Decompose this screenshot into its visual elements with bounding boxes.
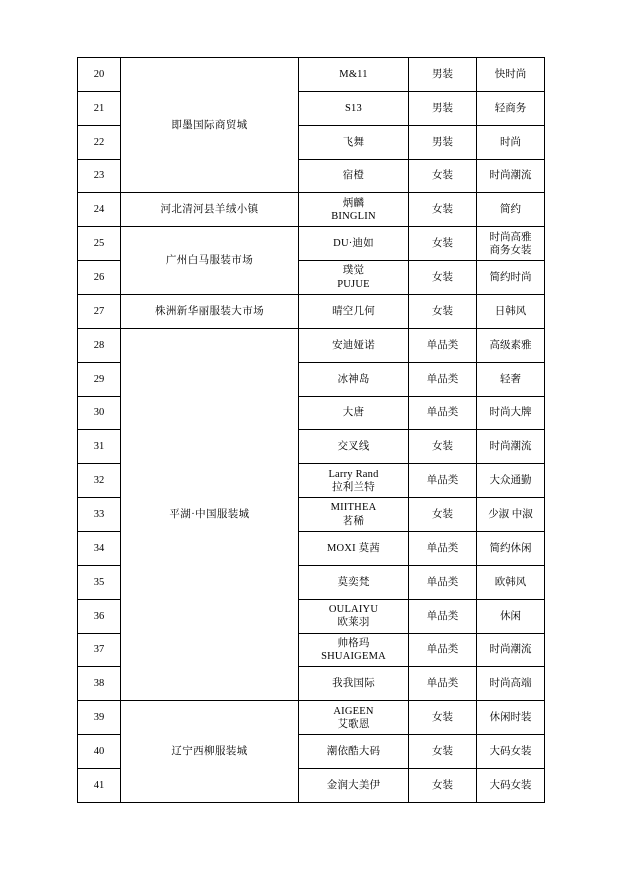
cell-brand-name (299, 125, 409, 159)
cell-style (477, 295, 545, 329)
table-row (78, 227, 545, 261)
brand-name-line-2: BINGLIN (331, 210, 376, 222)
cell-serial-number: 24 (78, 193, 121, 227)
cell-brand-name (299, 159, 409, 193)
cell-brand-name (299, 295, 409, 329)
style-line-1: 少淑 中淑 (488, 509, 533, 521)
brand-name-line-1: 我我国际 (332, 678, 375, 690)
cell-brand-name (299, 532, 409, 566)
style-line-1: 轻奢 (500, 373, 521, 385)
brand-name-line-1: 交叉线 (337, 441, 370, 453)
cell-style (477, 430, 545, 464)
cell-category: 单品类 (409, 362, 477, 396)
cell-style (477, 193, 545, 227)
cell-category: 男装 (409, 91, 477, 125)
cell-category: 女装 (409, 498, 477, 532)
cell-category: 单品类 (409, 565, 477, 599)
cell-style (477, 91, 545, 125)
brand-name-line-1: 大唐 (342, 407, 365, 419)
table-row (78, 701, 545, 735)
brand-list-table-wrapper (77, 57, 544, 803)
brand-name-line-1: 飞舞 (342, 136, 365, 148)
cell-category: 女装 (409, 227, 477, 261)
style-line-1: 时尚潮流 (489, 441, 532, 453)
brand-name-line-2: PUJUE (337, 278, 370, 290)
cell-category: 单品类 (409, 464, 477, 498)
cell-category: 单品类 (409, 532, 477, 566)
cell-serial-number: 23 (78, 159, 121, 193)
cell-serial-number: 27 (78, 295, 121, 329)
style-line-1: 时尚潮流 (489, 170, 532, 182)
brand-name-line-2: 艾歌恩 (337, 718, 370, 730)
brand-name-line-1: 炳麟 (342, 197, 365, 209)
cell-market-name: 广州白马服装市场 (121, 227, 299, 295)
style-line-1: 时尚高雅 (489, 231, 532, 243)
cell-category: 单品类 (409, 633, 477, 667)
brand-name-line-1: 莫奕梵 (337, 576, 370, 588)
table-row (78, 295, 545, 329)
cell-style (477, 261, 545, 295)
cell-category: 单品类 (409, 396, 477, 430)
cell-serial-number: 40 (78, 735, 121, 769)
cell-style (477, 735, 545, 769)
cell-serial-number: 29 (78, 362, 121, 396)
cell-serial-number: 22 (78, 125, 121, 159)
cell-category: 女装 (409, 159, 477, 193)
cell-serial-number: 25 (78, 227, 121, 261)
brand-name-line-1: 帅格玛 (337, 637, 370, 649)
cell-category: 女装 (409, 735, 477, 769)
cell-serial-number: 21 (78, 91, 121, 125)
brand-name-line-1: MIITHEA (330, 502, 377, 514)
cell-style (477, 464, 545, 498)
cell-style (477, 599, 545, 633)
cell-brand-name (299, 227, 409, 261)
cell-style (477, 633, 545, 667)
style-line-1: 日韩风 (494, 305, 527, 317)
cell-serial-number: 33 (78, 498, 121, 532)
cell-style (477, 396, 545, 430)
cell-market-name: 平湖·中国服装城 (121, 328, 299, 700)
cell-market-name: 河北清河县羊绒小镇 (121, 193, 299, 227)
brand-name-line-1: 璞觉 (342, 265, 365, 277)
style-line-1: 时尚大牌 (489, 407, 532, 419)
cell-style (477, 565, 545, 599)
cell-brand-name (299, 58, 409, 92)
cell-style (477, 769, 545, 803)
cell-style (477, 532, 545, 566)
cell-category: 女装 (409, 769, 477, 803)
style-line-1: 轻商务 (494, 102, 527, 114)
brand-name-line-1: 晴空几何 (332, 305, 375, 317)
cell-brand-name (299, 430, 409, 464)
cell-category: 女装 (409, 295, 477, 329)
cell-brand-name (299, 599, 409, 633)
brand-name-line-1: OULAIYU (328, 604, 379, 616)
style-line-1: 大码女装 (489, 779, 532, 791)
brand-name-line-2: SHUAIGEMA (321, 651, 386, 663)
style-line-1: 时尚潮流 (489, 644, 532, 656)
cell-brand-name (299, 261, 409, 295)
cell-serial-number: 37 (78, 633, 121, 667)
cell-style (477, 701, 545, 735)
brand-name-line-2: 拉利兰特 (332, 481, 375, 493)
cell-serial-number: 32 (78, 464, 121, 498)
cell-style (477, 667, 545, 701)
cell-category: 女装 (409, 701, 477, 735)
cell-serial-number: 26 (78, 261, 121, 295)
brand-name-line-1: 潮依酷大码 (326, 746, 381, 758)
cell-brand-name (299, 633, 409, 667)
brand-name-line-1: Larry Rand (328, 468, 379, 480)
style-line-1: 时尚 (500, 136, 521, 148)
cell-category: 女装 (409, 261, 477, 295)
cell-brand-name (299, 701, 409, 735)
brand-name-line-1: 冰神岛 (337, 373, 370, 385)
style-line-1: 休闲时装 (489, 712, 532, 724)
brand-name-line-1: M&11 (339, 68, 368, 80)
brand-name-line-1: DU·迪如 (333, 238, 374, 250)
cell-serial-number: 38 (78, 667, 121, 701)
table-body (78, 58, 545, 803)
cell-serial-number: 31 (78, 430, 121, 464)
style-line-1: 简约休闲 (489, 542, 532, 554)
cell-brand-name (299, 193, 409, 227)
brand-name-line-1: 宿橙 (342, 170, 365, 182)
table-row (78, 328, 545, 362)
brand-name-line-2: 茗稀 (342, 515, 365, 527)
cell-style (477, 362, 545, 396)
cell-brand-name (299, 362, 409, 396)
cell-brand-name (299, 396, 409, 430)
cell-category: 女装 (409, 193, 477, 227)
cell-style (477, 227, 545, 261)
cell-brand-name (299, 565, 409, 599)
style-line-2: 商务女装 (489, 244, 532, 256)
style-line-1: 欧韩风 (494, 576, 527, 588)
cell-category: 女装 (409, 430, 477, 464)
cell-brand-name (299, 464, 409, 498)
style-line-1: 时尚高端 (489, 678, 532, 690)
cell-style (477, 58, 545, 92)
table-row (78, 58, 545, 92)
cell-serial-number: 30 (78, 396, 121, 430)
cell-brand-name (299, 91, 409, 125)
style-line-1: 快时尚 (494, 68, 527, 80)
brand-name-line-1: 金润大美伊 (326, 779, 381, 791)
cell-serial-number: 35 (78, 565, 121, 599)
brand-name-line-1: S13 (345, 102, 362, 114)
cell-style (477, 328, 545, 362)
cell-serial-number: 20 (78, 58, 121, 92)
style-line-1: 休闲 (500, 610, 521, 622)
cell-brand-name (299, 769, 409, 803)
cell-category: 单品类 (409, 328, 477, 362)
cell-style (477, 125, 545, 159)
cell-category: 男装 (409, 125, 477, 159)
cell-market-name: 即墨国际商贸城 (121, 58, 299, 193)
brand-name-line-1: MOXI 莫茜 (326, 542, 381, 554)
cell-category: 单品类 (409, 667, 477, 701)
cell-market-name: 株洲新华丽服装大市场 (121, 295, 299, 329)
cell-style (477, 498, 545, 532)
cell-brand-name (299, 735, 409, 769)
cell-brand-name (299, 667, 409, 701)
brand-name-line-2: 欧莱羽 (337, 617, 370, 629)
cell-serial-number: 36 (78, 599, 121, 633)
cell-market-name: 辽宁西柳服装城 (121, 701, 299, 803)
brand-name-line-1: AIGEEN (333, 705, 374, 717)
brand-name-line-1: 安迪娅诺 (332, 339, 375, 351)
cell-brand-name (299, 498, 409, 532)
style-line-1: 大码女装 (489, 746, 532, 758)
style-line-1: 高级素雅 (489, 339, 532, 351)
cell-serial-number: 39 (78, 701, 121, 735)
style-line-1: 简约 (500, 204, 521, 216)
brand-list-table (77, 57, 545, 803)
table-row (78, 193, 545, 227)
cell-serial-number: 41 (78, 769, 121, 803)
style-line-1: 大众通勤 (489, 475, 532, 487)
cell-style (477, 159, 545, 193)
cell-category: 单品类 (409, 599, 477, 633)
cell-serial-number: 28 (78, 328, 121, 362)
cell-brand-name (299, 328, 409, 362)
cell-category: 男装 (409, 58, 477, 92)
cell-serial-number: 34 (78, 532, 121, 566)
style-line-1: 简约时尚 (489, 272, 532, 284)
